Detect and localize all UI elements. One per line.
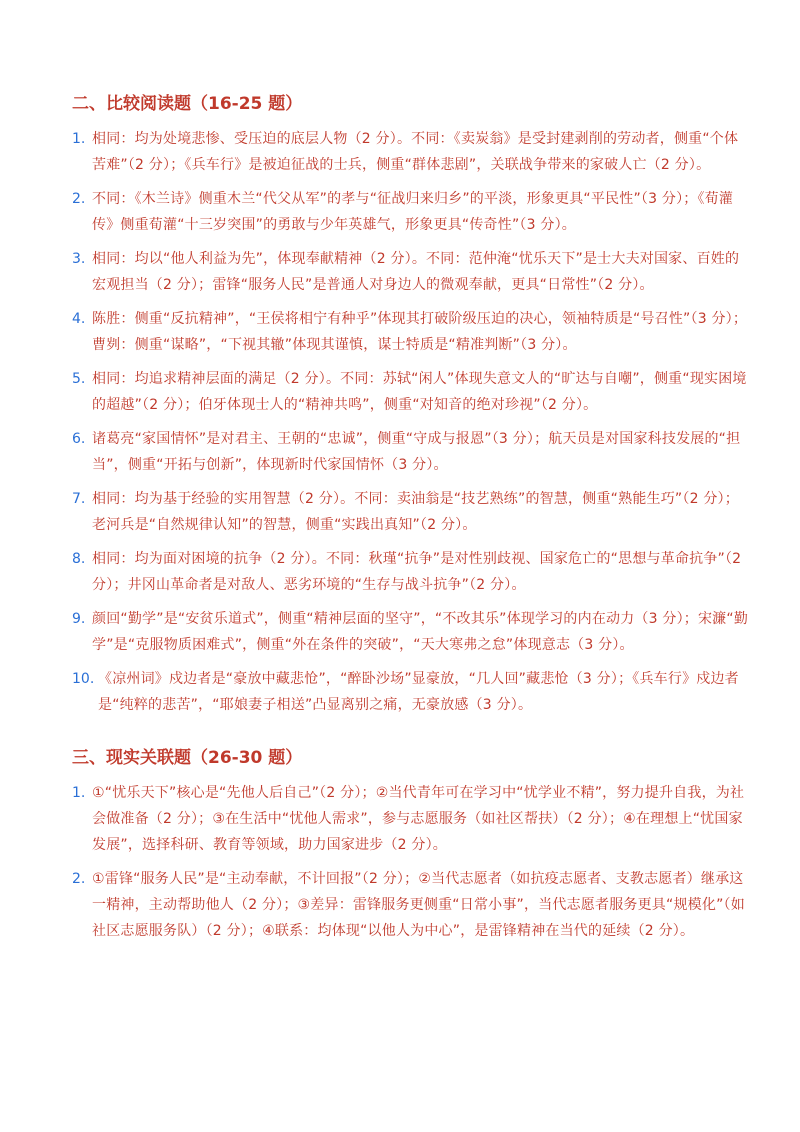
item-number: 1. bbox=[72, 785, 86, 801]
item-text: 不同：《木兰诗》侧重木兰“代父从军”的孝与“征战归来归乡”的平淡，形象更具“平民性”（3 分）；《荀灌传》侧重荀灌“十三岁突围”的勇敢与少年英雄气，形象更具“传奇性”（3 分）。 bbox=[92, 191, 734, 233]
list-item bbox=[72, 486, 752, 538]
item-number: 2. bbox=[72, 871, 86, 887]
item-number: 6. bbox=[72, 431, 86, 447]
list-item bbox=[72, 780, 752, 858]
section-real-world-connection bbox=[72, 746, 752, 952]
item-number: 10. bbox=[72, 671, 95, 687]
item-text: 相同：均追求精神层面的满足（2 分）。不同：苏轼“闲人”体现失意文人的“旷达与自嘲”，侧重“现实困境的超越”（2 分）；伯牙体现士人的“精神共鸣”，侧重“对知音的绝对珍视”（2 分）。 bbox=[92, 371, 747, 413]
item-text: ①“忧乐天下”核心是“先他人后自己”（2 分）；②当代青年可在学习中“忧学业不精”，努力提升自我，为社会做准备（2 分）；③在生活中“忧他人需求”，参与志愿服务（如社区帮扶）（2 分）；④在理想上“忧国家发展”，选择科研、教育等领域，助力国家进步（2 分）。 bbox=[92, 785, 745, 853]
list-item bbox=[72, 426, 752, 478]
item-number: 9. bbox=[72, 611, 86, 627]
item-number: 7. bbox=[72, 491, 86, 507]
item-text: 相同：均为处境悲惨、受压迫的底层人物（2 分）。不同：《卖炭翁》是受封建剥削的劳动者，侧重“个体苦难”（2 分）；《兵车行》是被迫征战的士兵，侧重“群体悲剧”，关联战争带来的家破人亡（2 分）。 bbox=[92, 131, 739, 173]
item-number: 8. bbox=[72, 551, 86, 567]
section-title: 二、比较阅读题（16-25 题） bbox=[72, 94, 303, 114]
list-item bbox=[72, 246, 752, 298]
list-item bbox=[72, 546, 752, 598]
list-item bbox=[72, 186, 752, 238]
item-text: 《凉州词》戍边者是“豪放中藏悲怆”，“醉卧沙场”显豪放，“几人回”藏悲怆（3 分）；《兵车行》戍边者是“纯粹的悲苦”，“耶娘妻子相送”凸显离别之痛，无豪放感（3 分）。 bbox=[98, 671, 739, 713]
list-item bbox=[72, 126, 752, 178]
item-text: ①雷锋“服务人民”是“主动奉献，不计回报”（2 分）；②当代志愿者（如抗疫志愿者、支教志愿者）继承这一精神，主动帮助他人（2 分）；③差异：雷锋服务更侧重“日常小事”，当代志愿者服务更具“规模化”（如社区志愿服务队）（2 分）；④联系：均体现“以他人为中心”，是雷锋精神在当代的延续（2 分）。 bbox=[92, 871, 745, 939]
item-text: 相同：均以“他人利益为先”，体现奉献精神（2 分）。不同：范仲淹“忧乐天下”是士大夫对国家、百姓的宏观担当（2 分）；雷锋“服务人民”是普通人对身边人的微观奉献，更具“日常性”（2 分）。 bbox=[92, 251, 740, 293]
item-number: 2. bbox=[72, 191, 86, 207]
list-item bbox=[72, 666, 752, 718]
list-item bbox=[72, 606, 752, 658]
item-text: 颜回“勤学”是“安贫乐道式”，侧重“精神层面的坚守”，“不改其乐”体现学习的内在动力（3 分）；宋濂“勤学”是“克服物质困难式”，侧重“外在条件的突破”，“天大寒弗之怠”体现意志（3 分）。 bbox=[92, 611, 749, 653]
list-item bbox=[72, 306, 752, 358]
item-text: 陈胜：侧重“反抗精神”，“王侯将相宁有种乎”体现其打破阶级压迫的决心，领袖特质是“号召性”（3 分）；曹刿：侧重“谋略”，“下视其辙”体现其谨慎，谋士特质是“精准判断”（3 分）。 bbox=[92, 311, 748, 353]
list-item bbox=[72, 366, 752, 418]
item-number: 1. bbox=[72, 131, 86, 147]
section-comparative-reading bbox=[72, 92, 752, 726]
item-number: 5. bbox=[72, 371, 86, 387]
item-text: 相同：均为基于经验的实用智慧（2 分）。不同：卖油翁是“技艺熟练”的智慧，侧重“熟能生巧”（2 分）；老河兵是“自然规律认知”的智慧，侧重“实践出真知”（2 分）。 bbox=[92, 491, 739, 533]
item-number: 3. bbox=[72, 251, 86, 267]
list-item bbox=[72, 866, 752, 944]
item-text: 诸葛亮“家国情怀”是对君主、王朝的“忠诚”，侧重“守成与报恩”（3 分）；航天员是对国家科技发展的“担当”，侧重“开拓与创新”，体现新时代家国情怀（3 分）。 bbox=[92, 431, 741, 473]
section-title: 三、现实关联题（26-30 题） bbox=[72, 748, 303, 768]
item-number: 4. bbox=[72, 311, 86, 327]
item-text: 相同：均为面对困境的抗争（2 分）。不同：秋瑾“抗争”是对性别歧视、国家危亡的“思想与革命抗争”（2 分）；井冈山革命者是对敌人、恶劣环境的“生存与战斗抗争”（2 分）。 bbox=[92, 551, 742, 593]
